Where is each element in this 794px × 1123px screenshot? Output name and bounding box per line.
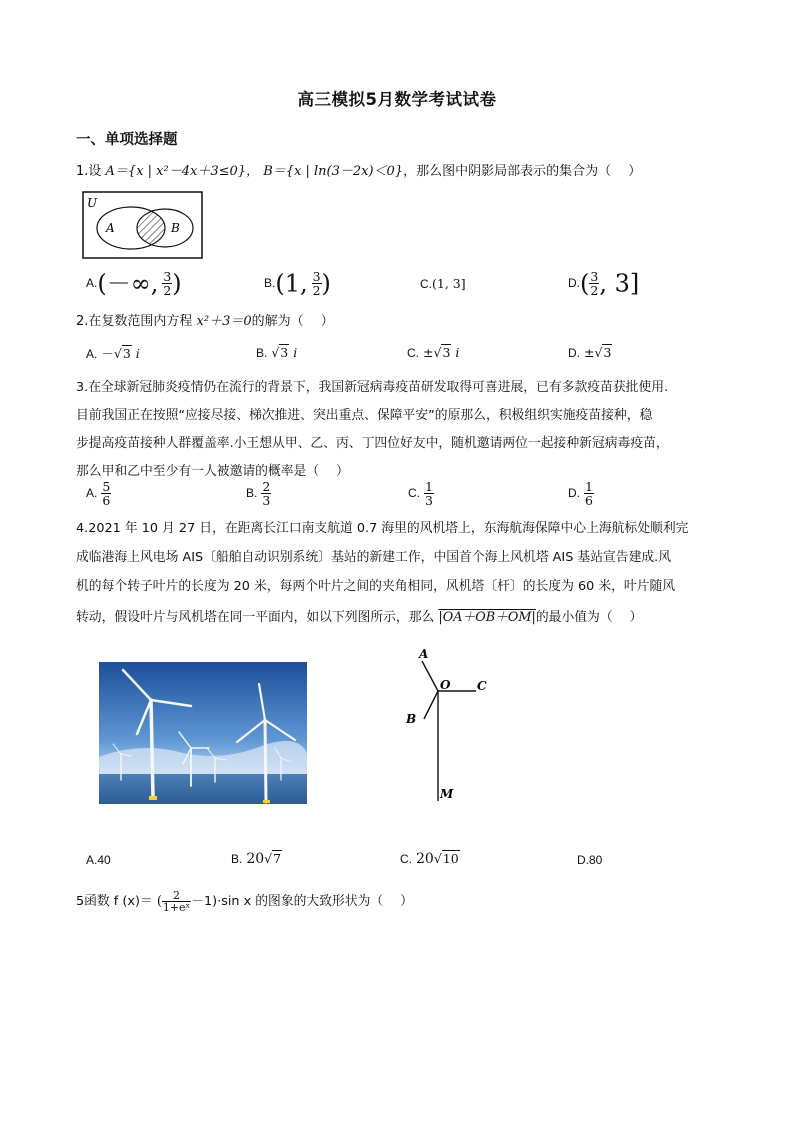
q1-set-a: A＝{x | x²－4x＋3≤0}，: [105, 164, 260, 179]
q2-option-c[interactable]: C. ±√3 i: [407, 345, 460, 360]
option-text: 40: [97, 853, 111, 867]
option-label: D.: [568, 346, 580, 360]
q1-option-b[interactable]: [264, 270, 331, 297]
radicand: 3: [280, 345, 289, 360]
q3-line: 3.在全球新冠肺炎疫情仍在流行的背景下，我国新冠病毒疫苗研发取得可喜进展，已有多款疫苗获批使用.: [76, 380, 669, 395]
wind-turbine-photo: [99, 662, 307, 804]
fraction: [589, 270, 599, 297]
option-text: 80: [589, 853, 603, 867]
q3-option-c[interactable]: [408, 480, 434, 507]
fraction: [584, 480, 594, 507]
q2-equation: x²＋3＝0: [196, 314, 252, 329]
option-label: B.: [246, 486, 258, 500]
turbine-vector-diagram: [400, 645, 495, 805]
option-right: ): [172, 269, 182, 298]
coefficient: 20: [246, 851, 265, 867]
radicand: 3: [122, 346, 131, 361]
option-label: D.: [568, 276, 580, 290]
imaginary-unit: i: [451, 345, 460, 360]
q4-option-d[interactable]: [577, 852, 602, 867]
venn-label-u: U: [87, 196, 98, 210]
q1-suffix: ，那么图中阴影局部表示的集合为（ ）: [403, 164, 642, 179]
q4-vector-expression: |OA＋OB＋OM|: [438, 610, 536, 625]
q5-prefix: 5函数 f (x)＝: [76, 894, 153, 909]
option-left: (－∞,: [97, 269, 159, 298]
denominator: 3: [424, 493, 433, 508]
radicand: 7: [273, 851, 282, 866]
q2-suffix: 的解为（ ）: [251, 314, 334, 329]
option-sign: ±: [583, 345, 595, 360]
q4-last-prefix: 转动，假设叶片与风机塔在同一平面内，如以下列图所示，那么: [76, 610, 435, 625]
venn-label-b: B: [171, 221, 180, 235]
numerator: 2: [162, 890, 191, 902]
option-label: C.: [400, 852, 412, 866]
q1-option-c[interactable]: [420, 276, 466, 291]
fraction: [424, 480, 434, 507]
numerator: 2: [262, 479, 271, 494]
radicand: 3: [442, 345, 451, 360]
question-3: [76, 374, 726, 486]
blade-oa: [422, 661, 438, 691]
q3-line: 步提高疫苗接种人群覆盖率.小王想从甲、乙、丙、丁四位好友中，随机邀请两位一起接种新冠病毒疫苗，: [76, 436, 669, 451]
denominator: 2: [163, 283, 172, 298]
question-4: [76, 514, 726, 632]
q2-prefix: 2.在复数范围内方程: [76, 314, 193, 329]
fraction: [101, 480, 111, 507]
denominator: 6: [584, 493, 593, 508]
q4-last-suffix: 的最小值为（ ）: [535, 610, 643, 625]
fraction: [261, 480, 271, 507]
radicand: 10: [442, 851, 459, 866]
point-b-label: B: [406, 712, 417, 726]
q3-option-a[interactable]: [86, 480, 111, 507]
q2-option-a[interactable]: A. －√3 i: [86, 346, 140, 361]
q1-prefix: 1.设: [76, 164, 102, 179]
option-label: D.: [568, 486, 580, 500]
q1-option-a[interactable]: [86, 270, 182, 297]
q4-option-c[interactable]: C. 20√10: [400, 851, 459, 867]
option-label: D.: [577, 853, 589, 867]
coefficient: 20: [415, 851, 434, 867]
option-right: ): [321, 269, 331, 298]
q3-option-b[interactable]: [246, 480, 271, 507]
q4-option-b[interactable]: B. 20√7: [231, 851, 282, 867]
denominator: 2: [590, 283, 599, 298]
q4-line: 4.2021 年 10 月 27 日，在距离长江口南支航道 0.7 海里的风机塔上，东海航海保障中心上海航标处顺利完: [76, 521, 689, 536]
numerator: 1: [584, 479, 593, 494]
denominator: 2: [312, 283, 321, 298]
blade-ob: [424, 691, 438, 719]
numerator: 3: [163, 269, 172, 284]
imaginary-unit: i: [131, 346, 140, 361]
question-1: [76, 158, 726, 185]
q4-line: 成临港海上风电场 AIS〔船舶自动识别系统〕基站的新建工作，中国首个海上风机塔 AIS 基站宣告建成.风: [76, 550, 672, 565]
page-title: 高三模拟5月数学考试试卷: [297, 90, 497, 109]
point-o-label: O: [440, 678, 451, 692]
q2-option-d[interactable]: D. ±√3: [568, 345, 612, 360]
point-m-label: M: [440, 787, 454, 801]
option-left: (: [580, 269, 590, 298]
denominator: 1+eˣ: [162, 901, 191, 914]
q3-line: 目前我国正在按照“应接尽接、梯次推进、突出重点、保障平安”的原那么，积极组织实施疫苗接种，稳: [76, 408, 653, 423]
numerator: 5: [102, 479, 111, 494]
option-label: B.: [264, 276, 276, 290]
option-label: C.: [407, 346, 419, 360]
option-right: , 3]: [599, 269, 640, 298]
option-label: A.: [86, 347, 98, 361]
point-a-label: A: [419, 647, 429, 661]
option-sign: －: [101, 346, 114, 361]
fraction: [162, 270, 172, 297]
q2-option-b[interactable]: B. √3 i: [256, 345, 298, 360]
option-label: A.: [86, 853, 98, 867]
option-sign: ±: [422, 345, 434, 360]
question-5: 5函数 f (x)＝ ( $\frac{2}{\text{1+eˣ}}$ －1)·sin x 的图象的大致形状为（ ）: [76, 889, 413, 914]
venn-label-a: A: [106, 221, 115, 235]
point-c-label: C: [477, 679, 487, 693]
option-label: B.: [256, 346, 268, 360]
radicand: 3: [603, 345, 612, 360]
option-text: (1, 3]: [432, 276, 466, 291]
q5-suffix: －1)·sin x 的图象的大致形状为（ ）: [191, 894, 413, 909]
numerator: 3: [590, 269, 599, 284]
q4-line: [76, 603, 726, 632]
option-label: A.: [86, 276, 98, 290]
q1-option-d[interactable]: [568, 270, 639, 297]
option-label: C.: [420, 277, 432, 291]
imaginary-unit: i: [289, 345, 298, 360]
option-left: (1,: [275, 269, 308, 298]
q3-option-d[interactable]: [568, 480, 594, 507]
question-2: [76, 308, 726, 335]
q4-option-a[interactable]: [86, 852, 111, 867]
numerator: 1: [424, 479, 433, 494]
option-label: C.: [408, 486, 420, 500]
option-label: B.: [231, 852, 243, 866]
q4-line: 机的每个转子叶片的长度为 20 米，每两个叶片之间的夹角相同，风机塔〔杆〕的长度为 60 米，叶片随风: [76, 579, 676, 594]
section-heading: 一、单项选择题: [76, 132, 178, 148]
denominator: 6: [102, 493, 111, 508]
numerator: 3: [312, 269, 321, 284]
venn-diagram: [82, 191, 203, 259]
denominator: 3: [262, 493, 271, 508]
q3-line: 那么甲和乙中至少有一人被邀请的概率是（ ）: [76, 464, 349, 479]
option-label: A.: [86, 486, 98, 500]
q1-set-b: B＝{x | ln(3－2x)＜0}: [263, 164, 404, 179]
fraction: [312, 270, 322, 297]
fraction: [162, 890, 191, 913]
